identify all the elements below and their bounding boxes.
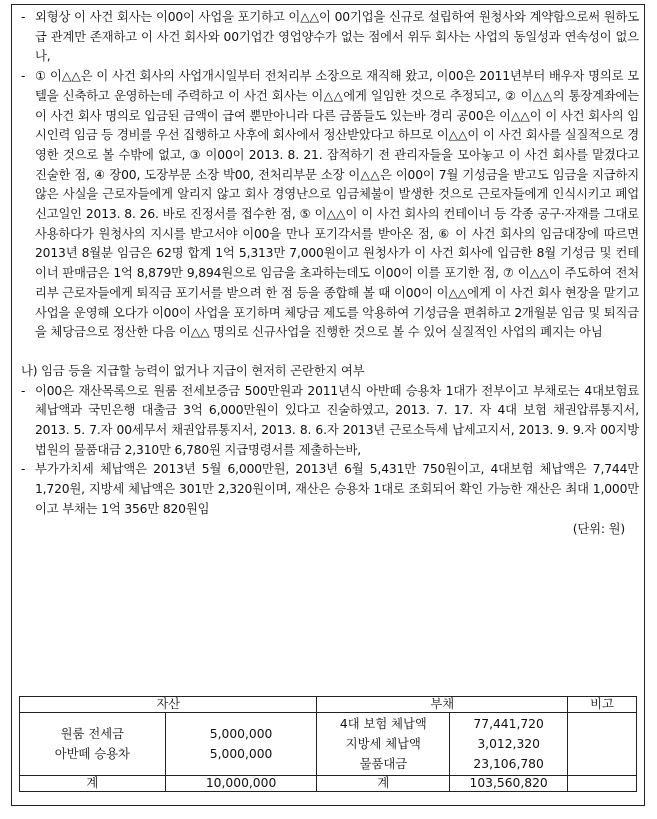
bullet-dash: - [21, 10, 26, 24]
section-heading: 나) 임금 등을 지급할 능력이 없거나 지급이 현저히 곤란한지 여부 [21, 363, 365, 378]
bullet-dash: - [21, 383, 26, 398]
paragraph-3 [21, 382, 639, 461]
note-cell [568, 713, 637, 776]
paragraph-text: 외형상 이 사건 회사는 이00이 사업을 포기하고 이△△이 00기업을 신규로 설립하여 원청사와 계약함으로써 원하도급 관계만 존재하고 이 사건 회사와 00기업간 영업양수가 없는 점에서 위두 회사는 사업의 동일성과 연속성이 없으나, [35, 10, 639, 64]
bullet-dash: - [21, 69, 26, 84]
asset-labels-cell [20, 713, 166, 776]
asset-label: 원룸 전세금 [60, 727, 124, 741]
liability-value: 23,106,780 [473, 757, 544, 771]
unit-note: (단위: 원) [572, 521, 625, 536]
paragraph-text: 부가가치세 체납액은 2013년 5월 6,000만원, 2013년 6월 5,431만 750원이고, 4대보험 체납액은 7,744만 1,720원, 지방세 체납액은 301만 2,320원이며, 재산은 승용차 1대로 조회되어 확인 가능한 재산은 최대 1,000만이고 부채는 1억 356만 820원임 [35, 462, 639, 516]
total-note-cell [568, 776, 637, 792]
liability-labels-cell [317, 713, 450, 776]
liabilities-header: 부채 [317, 697, 568, 713]
liability-label: 물품대금 [359, 757, 408, 771]
asset-label: 아반떼 승용차 [54, 747, 130, 761]
paragraph-4 [21, 460, 639, 519]
asset-value: 5,000,000 [209, 747, 273, 761]
liability-label: 4대 보험 체납액 [339, 717, 427, 731]
table-body-row [20, 713, 637, 776]
paragraph-1 [21, 8, 639, 67]
document-body [21, 8, 639, 539]
asset-liability-table [19, 696, 637, 792]
asset-values-cell [165, 713, 317, 776]
assets-total: 10,000,000 [165, 776, 317, 792]
liability-values-cell [450, 713, 568, 776]
liability-value: 3,012,320 [477, 737, 540, 751]
liabilities-total: 103,560,820 [450, 776, 568, 792]
paragraph-2 [21, 67, 639, 343]
paragraph-text: ① 이△△은 이 사건 회사의 사업개시일부터 전처리부 소장으로 재직해 왔고, 이00은 2011년부터 배우자 명의로 모텔을 신축하고 운영하는데 주력하고 이 사건 회사는 이△△에게 일임한 것으로 추정되고, ② 이△△의 통장계좌에는 이 사건 회사 명의로 입금된 금액이 급여 뿐만아니라 다른 금품들도 있는바 경리 공00은 이△△이 이 사건 회사의 임시인력 임금 등 경비를 우선 집행하고 사후에 회사에서 정산받았다고 하므로 이△△이 이 사건 회사를 실질적으로 경영한 것으로 볼 수밖에 없고, ③ 이00이 2013. 8. 21. 잠적하기 전 관리자들을 모아놓고 이 사건 회사를 맡겼다고 진술한 점, ④ 장00, 도장부문 소장 박00, 전처리부문 소장 이△△은 이00이 7월 기성금을 받고도 임금을 지급하지 않은 사실을 근로자들에게 알리지 않고 회사 경영난으로 임금체불이 발생한 것으로 근로자들에게 인식시키고 폐업신고일인 2013. 8. 26. 바로 진정서를 접수한 점, ⑤ 이△△이 이 사건 회사의 컨테이너 등 각종 공구·자재를 그대로 사용하다가 원청사의 지시를 받고서야 이00을 만나 포기각서를 받아온 점, ⑥ 이 사건 회사의 임금대장에 따르면 2013년 8월분 임금은 62명 합계 1억 5,313만 7,000원이고 원청사가 이 사건 회사에 입금한 8월 기성금 및 컨테이너 판매금은 1억 8,879만 9,894원으로 임금을 초과하는데도 이00이 이를 포기한 점, ⑦ 이△△이 주도하여 전처리부 근로자들에게 퇴직금 포기서를 받으려 한 점 등을 종합해 볼 때 이00이 이△△에게 이 사건 회사 현장을 맡기고 사업을 운영해 오다가 이00이 사업을 포기하며 체당금 제도를 악용하여 기성금을 편취하고 2개월분 임금 및 퇴직금을 체당금으로 정산한 다음 이△△ 명의로 신규사업을 진행한 것으로 볼 수 있어 실질적인 사업의 폐지는 아님 [35, 69, 639, 340]
asset-value: 5,000,000 [209, 727, 273, 741]
paragraph-text: 이00은 재산목록으로 원룸 전세보증금 500만원과 2011년식 아반떼 승용차 1대가 전부이고 부채로는 4대보험료 체납액과 국민은행 대출금 3억 6,000만원이 있다고 진술하였고, 2013. 7. 17. 자 4대 보험 채권압류통지서, 2013. 5. 7.자 00세무서 채권압류통지서, 2013. 8. 6.자 2013년 근로소득세 납세고지서, 2013. 9. 9.자 00지방법원의 물품대금 2,310만 6,780원 지급명령서를 제출하는바, [35, 383, 639, 457]
liability-value: 77,441,720 [473, 717, 544, 731]
total-label: 계 [20, 776, 166, 792]
note-header: 비고 [568, 697, 637, 713]
table-header-row [20, 697, 637, 713]
assets-header: 자산 [20, 697, 317, 713]
table-total-row [20, 776, 637, 792]
liability-label: 지방세 체납액 [345, 737, 421, 751]
bullet-dash: - [21, 462, 26, 477]
liabilities-total-label: 계 [317, 776, 450, 792]
spacer [21, 343, 639, 362]
